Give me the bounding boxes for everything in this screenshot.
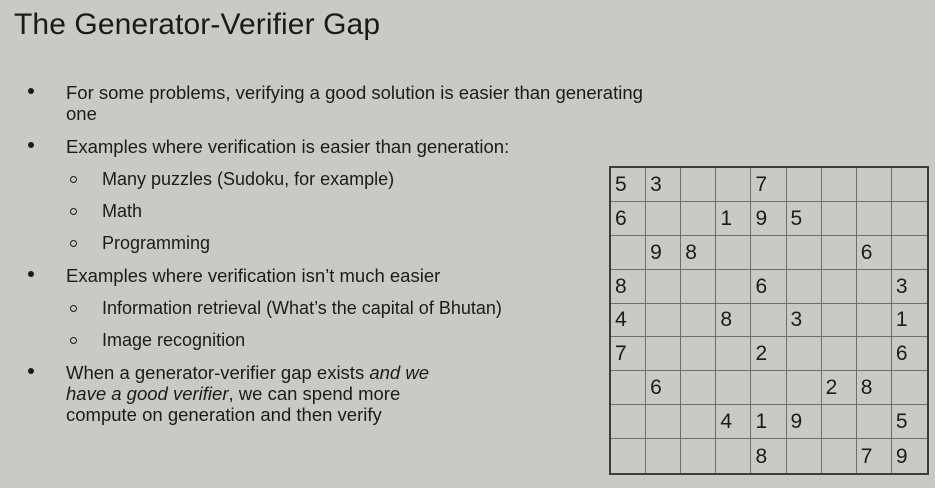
sudoku-cell: 2 xyxy=(822,371,857,405)
sudoku-cell xyxy=(822,236,857,270)
sudoku-cell xyxy=(787,168,822,202)
sudoku-cell xyxy=(892,371,927,405)
sudoku-cell xyxy=(646,202,681,236)
final-line-2-plain: , we can spend more xyxy=(228,383,401,404)
bullet-text: For some problems, verifying a good solution is easier than generating one xyxy=(66,82,643,124)
bullet-item xyxy=(20,201,660,222)
sudoku-cell: 5 xyxy=(892,405,927,439)
sudoku-cell: 8 xyxy=(857,371,892,405)
sudoku-cell xyxy=(857,337,892,371)
sudoku-cell: 6 xyxy=(751,270,786,304)
sudoku-cell: 2 xyxy=(751,337,786,371)
sudoku-cell xyxy=(787,236,822,270)
sudoku-cell xyxy=(716,371,751,405)
sudoku-cell xyxy=(681,337,716,371)
bullet-circle-icon xyxy=(70,337,77,344)
sudoku-cell xyxy=(611,371,646,405)
sudoku-cell: 5 xyxy=(787,202,822,236)
sudoku-cell: 5 xyxy=(611,168,646,202)
sudoku-cell xyxy=(716,236,751,270)
final-line-3: compute on generation and then verify xyxy=(66,404,382,425)
sudoku-cell xyxy=(822,202,857,236)
final-line-1-plain: When a generator-verifier gap exists xyxy=(66,362,370,383)
sudoku-cell xyxy=(646,439,681,473)
sudoku-cell xyxy=(822,304,857,338)
sudoku-cell xyxy=(611,405,646,439)
bullet-text: Many puzzles (Sudoku, for example) xyxy=(102,169,395,189)
final-line-1-italic: and we xyxy=(369,362,429,383)
sudoku-cell: 7 xyxy=(857,439,892,473)
sudoku-cell xyxy=(857,304,892,338)
sudoku-cell: 1 xyxy=(716,202,751,236)
sudoku-cell: 1 xyxy=(751,405,786,439)
sudoku-cell xyxy=(751,371,786,405)
sudoku-cell xyxy=(681,304,716,338)
sudoku-cell: 8 xyxy=(751,439,786,473)
sudoku-cell: 6 xyxy=(857,236,892,270)
bullet-text: Programming xyxy=(102,233,211,253)
sudoku-cell: 4 xyxy=(716,405,751,439)
sudoku-cell xyxy=(787,439,822,473)
sudoku-cell xyxy=(611,236,646,270)
sudoku-cell xyxy=(716,337,751,371)
sudoku-cell: 3 xyxy=(646,168,681,202)
final-line-2-italic: have a good verifier xyxy=(66,383,229,404)
bullet-dot-icon xyxy=(28,368,34,374)
bullet-dot-icon xyxy=(28,88,34,94)
bullet-item xyxy=(20,169,660,190)
sudoku-cell: 9 xyxy=(787,405,822,439)
sudoku-cell xyxy=(646,304,681,338)
sudoku-cell: 8 xyxy=(611,270,646,304)
bullet-text: Examples where verification is easier than generation: xyxy=(66,136,510,157)
bullet-item xyxy=(20,265,660,286)
sudoku-cell xyxy=(611,439,646,473)
sudoku-cell: 4 xyxy=(611,304,646,338)
bullet-text: Information retrieval (What’s the capital of Bhutan) xyxy=(102,298,502,318)
sudoku-cell xyxy=(787,371,822,405)
bullet-text: Image recognition xyxy=(102,330,246,350)
sudoku-cell xyxy=(646,270,681,304)
sudoku-cell xyxy=(822,405,857,439)
sudoku-cell xyxy=(646,405,681,439)
bullet-circle-icon xyxy=(70,305,77,312)
final-line-1 xyxy=(66,362,429,383)
sudoku-cell xyxy=(751,236,786,270)
bullet-circle-icon xyxy=(70,176,77,183)
sudoku-cell xyxy=(681,168,716,202)
sudoku-cell xyxy=(716,270,751,304)
bullet-text: Math xyxy=(102,201,143,221)
sudoku-cell xyxy=(857,405,892,439)
sudoku-cell: 9 xyxy=(895,444,908,468)
sudoku-cell xyxy=(681,270,716,304)
bullet-item xyxy=(20,82,660,124)
bullet-item xyxy=(20,330,660,351)
bullet-circle-icon xyxy=(70,240,77,247)
sudoku-cell: 7 xyxy=(751,168,786,202)
sudoku-cell xyxy=(787,270,822,304)
sudoku-cell xyxy=(716,168,751,202)
sudoku-cell xyxy=(787,337,822,371)
sudoku-cell xyxy=(822,337,857,371)
sudoku-cell: 1 xyxy=(892,304,927,338)
sudoku-cell xyxy=(646,337,681,371)
sudoku-cell xyxy=(892,202,927,236)
bullet-dot-icon xyxy=(28,142,34,148)
sudoku-cell: 3 xyxy=(787,304,822,338)
sudoku-cell: 6 xyxy=(646,371,681,405)
bullet-text: Examples where verification isn’t much easier xyxy=(66,265,441,286)
sudoku-cell: 8 xyxy=(716,304,751,338)
final-line-2 xyxy=(66,383,660,404)
bullet-item xyxy=(20,136,660,157)
sudoku-cell xyxy=(822,168,857,202)
bullet-list xyxy=(20,82,660,437)
sudoku-cell xyxy=(822,270,857,304)
sudoku-cell xyxy=(892,236,927,270)
sudoku-cell xyxy=(857,202,892,236)
sudoku-cell xyxy=(751,304,786,338)
bullet-item-final xyxy=(20,362,660,425)
sudoku-cell: 9 xyxy=(751,202,786,236)
sudoku-cell: 7 xyxy=(611,337,646,371)
sudoku-cell: 8 xyxy=(681,236,716,270)
sudoku-cell xyxy=(716,439,751,473)
sudoku-cell xyxy=(892,168,927,202)
page-title: The Generator-Verifier Gap xyxy=(14,8,381,41)
sudoku-grid xyxy=(609,166,929,475)
sudoku-cell xyxy=(681,405,716,439)
bullet-item xyxy=(20,298,660,319)
bullet-item xyxy=(20,233,660,254)
sudoku-cell xyxy=(681,371,716,405)
sudoku-cell: 6 xyxy=(892,337,927,371)
sudoku-cell xyxy=(857,270,892,304)
bullet-circle-icon xyxy=(70,208,77,215)
sudoku-cell xyxy=(857,168,892,202)
bullet-dot-icon xyxy=(28,271,34,277)
sudoku-cell: 3 xyxy=(892,270,927,304)
sudoku-cell xyxy=(681,439,716,473)
sudoku-cell: 9 xyxy=(646,236,681,270)
sudoku-cell: 6 xyxy=(611,202,646,236)
sudoku-cell xyxy=(681,202,716,236)
sudoku-cell xyxy=(822,439,857,473)
